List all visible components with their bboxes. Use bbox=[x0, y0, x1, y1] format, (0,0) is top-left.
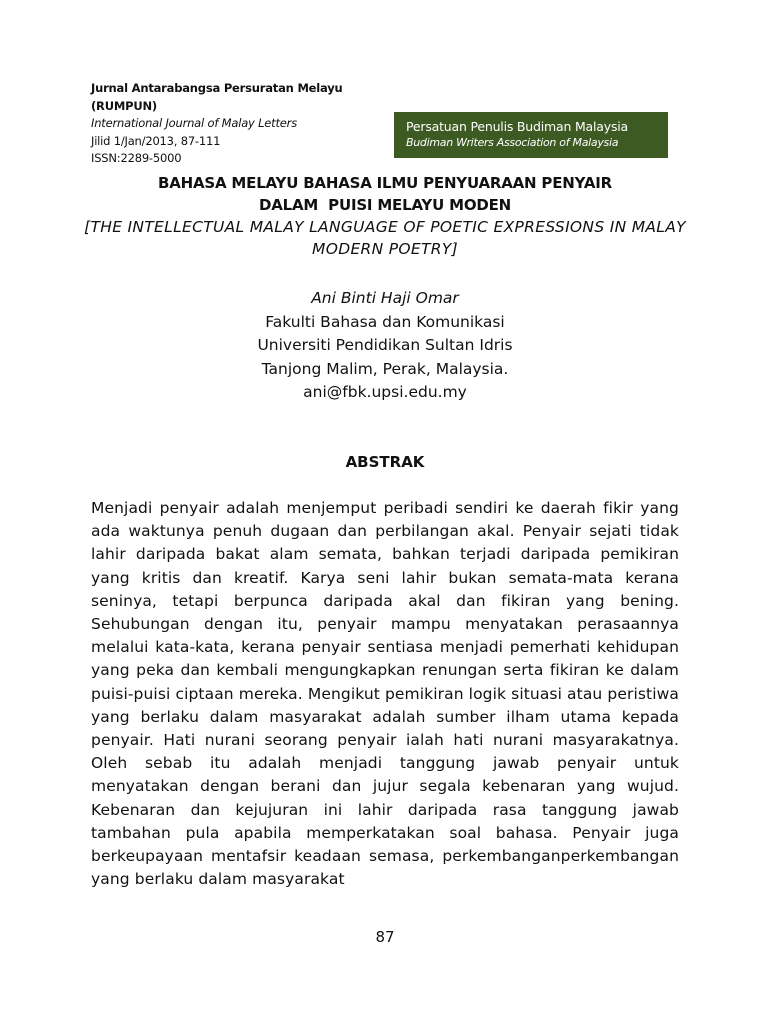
author-name: Ani Binti Haji Omar bbox=[311, 289, 459, 307]
journal-header bbox=[91, 80, 391, 168]
title-english: [THE INTELLECTUAL MALAY LANGUAGE OF POETIC EXPRESSIONS IN MALAY MODERN POETRY] bbox=[84, 218, 686, 258]
abstract-heading: ABSTRAK bbox=[345, 453, 425, 471]
page-number: 87 bbox=[375, 928, 395, 946]
article-title bbox=[80, 172, 690, 260]
journal-subtitle: International Journal of Malay Letters bbox=[91, 116, 297, 130]
title-malay-line1: BAHASA MELAYU BAHASA ILMU PENYUARAAN PENYAIR bbox=[157, 174, 612, 192]
author-university: Universiti Pendidikan Sultan Idris bbox=[257, 336, 513, 354]
publisher-name-english: Budiman Writers Association of Malaysia bbox=[406, 136, 619, 149]
abstract-body: Menjadi penyair adalah menjemput peribadi sendiri ke daerah fikir yang ada waktunya penuh dugaan dan perbilangan akal. Penyair sejati tidak lahir daripada bakat alam semata, bahkan terjadi daripada pemikiran yang kritis dan kreatif. Karya seni lahir bukan semata-mata kerana seninya, tetapi berpunca daripada akal dan fikiran yang bening. Sehubungan dengan itu, penyair mampu menyatakan perasaannya melalui kata-kata, kerana penyair sentiasa menjadi pemerhati kehidupan yang peka dan kembali mengungkapkan renungan serta fikiran ke dalam puisi-puisi ciptaan mereka. Mengikut pemikiran logik situasi atau peristiwa yang berlaku dalam masyarakat adalah sumber ilham utama kepada penyair. Hati nurani seorang penyair ialah hati nurani masyarakatnya. Oleh sebab itu adalah menjadi tanggung jawab penyair untuk menyatakan dengan berani dan jujur segala kebenaran yang wujud. Kebenaran dan kejujuran ini lahir daripada rasa tanggung jawab tambahan pula apabila memperkatakan soal bahasa. Penyair juga berkeupayaan mentafsir keadaan semasa, perkembanganperkembangan yang berlaku dalam masyarakat bbox=[91, 499, 679, 889]
journal-name: Jurnal Antarabangsa Persuratan Melayu (RUMPUN) bbox=[91, 81, 343, 113]
journal-volume: Jilid 1/Jan/2013, 87-111 bbox=[91, 133, 221, 148]
author-email: ani@fbk.upsi.edu.my bbox=[303, 383, 467, 401]
publisher-box bbox=[394, 112, 668, 158]
author-block bbox=[80, 287, 690, 405]
journal-issn: ISSN:2289-5000 bbox=[91, 151, 182, 165]
publisher-name-malay: Persatuan Penulis Budiman Malaysia bbox=[406, 119, 628, 134]
author-faculty: Fakulti Bahasa dan Komunikasi bbox=[265, 312, 505, 331]
author-location: Tanjong Malim, Perak, Malaysia. bbox=[261, 359, 509, 378]
title-malay-line2: DALAM PUISI MELAYU MODEN bbox=[258, 196, 512, 214]
